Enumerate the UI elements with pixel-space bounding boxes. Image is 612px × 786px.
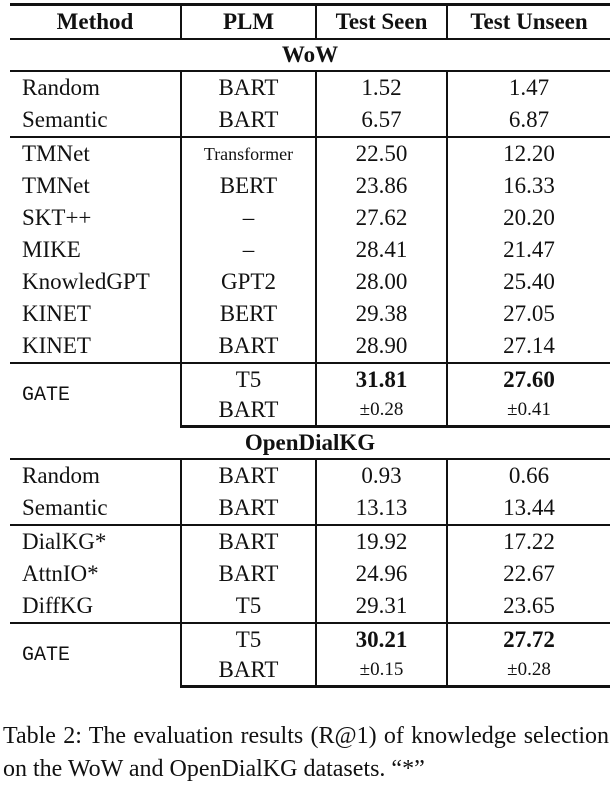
cell-plm: – — [181, 202, 316, 234]
cell-seen: 23.86 — [316, 170, 447, 202]
cell-method: TMNet — [10, 137, 181, 170]
cell-seen: 19.92 — [316, 525, 447, 558]
cell-method: AttnIO* — [10, 558, 181, 590]
cell-seen-gate-std: ±0.28 — [316, 395, 447, 427]
gate-row-opendialkg — [10, 623, 610, 655]
header-row — [10, 5, 610, 40]
cell-seen: 29.38 — [316, 298, 447, 330]
cell-method: DialKG* — [10, 525, 181, 558]
cell-plm: BART — [181, 104, 316, 137]
cell-method: Semantic — [10, 104, 181, 137]
cell-unseen: 6.87 — [508, 107, 550, 132]
table-row — [10, 590, 610, 623]
table-row — [10, 170, 610, 202]
cell-method-gate: GATE — [10, 363, 181, 427]
cell-unseen: 12.20 — [447, 137, 610, 170]
cell-unseen: 0.66 — [508, 463, 550, 488]
cell-seen: 28.41 — [316, 234, 447, 266]
cell-seen: 22.50 — [316, 137, 447, 170]
cell-plm: BART — [181, 330, 316, 363]
cell-seen: 28.90 — [316, 330, 447, 363]
cell-seen: 28.00 — [316, 266, 447, 298]
cell-method: Random — [10, 71, 181, 104]
cell-seen: 0.93 — [316, 459, 447, 492]
table-row — [10, 137, 610, 170]
cell-plm-gate-1: T5 — [181, 623, 316, 655]
cell-plm-gate-2: BART — [181, 655, 316, 687]
cell-plm: BART — [181, 492, 316, 525]
cell-unseen-gate: 27.60 — [447, 363, 610, 395]
results-table — [10, 3, 610, 688]
table-row — [10, 492, 610, 525]
cell-plm: BART — [181, 71, 316, 104]
table-row — [10, 459, 610, 492]
section-title-opendialkg: OpenDialKG — [10, 427, 610, 460]
header-plm: PLM — [181, 5, 316, 40]
cell-seen: 29.31 — [316, 590, 447, 623]
cell-plm: GPT2 — [181, 266, 316, 298]
cell-seen: 6.57 — [316, 104, 447, 137]
table-row — [10, 234, 610, 266]
gate-row-wow — [10, 363, 610, 395]
table-row — [10, 71, 610, 104]
header-method: Method — [10, 5, 181, 40]
table-caption: Table 2: The evaluation results (R@1) of knowledge selection on the WoW and OpenDialKG datasets. “*” — [3, 723, 609, 782]
cell-method: Random — [10, 459, 181, 492]
table-row — [10, 266, 610, 298]
cell-method: Semantic — [10, 492, 181, 525]
section-header-wow — [10, 39, 610, 71]
cell-plm: BART — [181, 459, 316, 492]
results-table-container — [10, 3, 610, 688]
cell-unseen: 27.14 — [503, 333, 555, 358]
cell-unseen: 23.65 — [503, 593, 555, 618]
cell-plm-gate-1: T5 — [181, 363, 316, 395]
header-test-seen: Test Seen — [316, 5, 447, 40]
cell-unseen: 27.05 — [503, 301, 555, 326]
cell-seen: 27.62 — [316, 202, 447, 234]
cell-plm: BART — [181, 525, 316, 558]
cell-method: KINET — [10, 330, 181, 363]
cell-plm: BERT — [181, 170, 316, 202]
cell-unseen: 16.33 — [503, 173, 555, 198]
cell-unseen-gate-std: ±0.41 — [447, 395, 610, 427]
cell-plm: Transformer — [181, 137, 316, 170]
cell-plm: BERT — [181, 298, 316, 330]
table-row — [10, 525, 610, 558]
cell-unseen-gate-std: ±0.28 — [447, 655, 610, 687]
cell-unseen-gate: 27.72 — [447, 623, 610, 655]
cell-seen: 1.52 — [316, 71, 447, 104]
cell-unseen: 13.44 — [503, 495, 555, 520]
cell-seen: 24.96 — [316, 558, 447, 590]
cell-unseen: 1.47 — [508, 75, 550, 100]
cell-method: TMNet — [10, 170, 181, 202]
table-row — [10, 330, 610, 363]
header-test-unseen: Test Unseen — [447, 5, 610, 40]
cell-method: MIKE — [10, 234, 181, 266]
cell-method: SKT++ — [10, 202, 181, 234]
cell-plm-gate-2: BART — [181, 395, 316, 427]
cell-plm: T5 — [181, 590, 316, 623]
cell-seen-gate-std: ±0.15 — [316, 655, 447, 687]
table-row — [10, 202, 610, 234]
table-row — [10, 558, 610, 590]
section-header-opendialkg — [10, 427, 610, 460]
cell-plm: – — [181, 234, 316, 266]
cell-plm: BART — [181, 558, 316, 590]
cell-method: KINET — [10, 298, 181, 330]
cell-seen-gate: 30.21 — [316, 623, 447, 655]
cell-unseen: 17.22 — [447, 525, 610, 558]
cell-unseen: 25.40 — [503, 269, 555, 294]
cell-seen-gate: 31.81 — [316, 363, 447, 395]
section-title-wow: WoW — [10, 39, 610, 71]
cell-seen: 13.13 — [316, 492, 447, 525]
cell-method-gate: GATE — [10, 623, 181, 687]
cell-unseen: 20.20 — [503, 205, 555, 230]
cell-method: KnowledGPT — [10, 266, 181, 298]
cell-unseen: 22.67 — [503, 561, 555, 586]
table-row — [10, 298, 610, 330]
table-row — [10, 104, 610, 137]
cell-method: DiffKG — [10, 590, 181, 623]
cell-unseen: 21.47 — [503, 237, 555, 262]
